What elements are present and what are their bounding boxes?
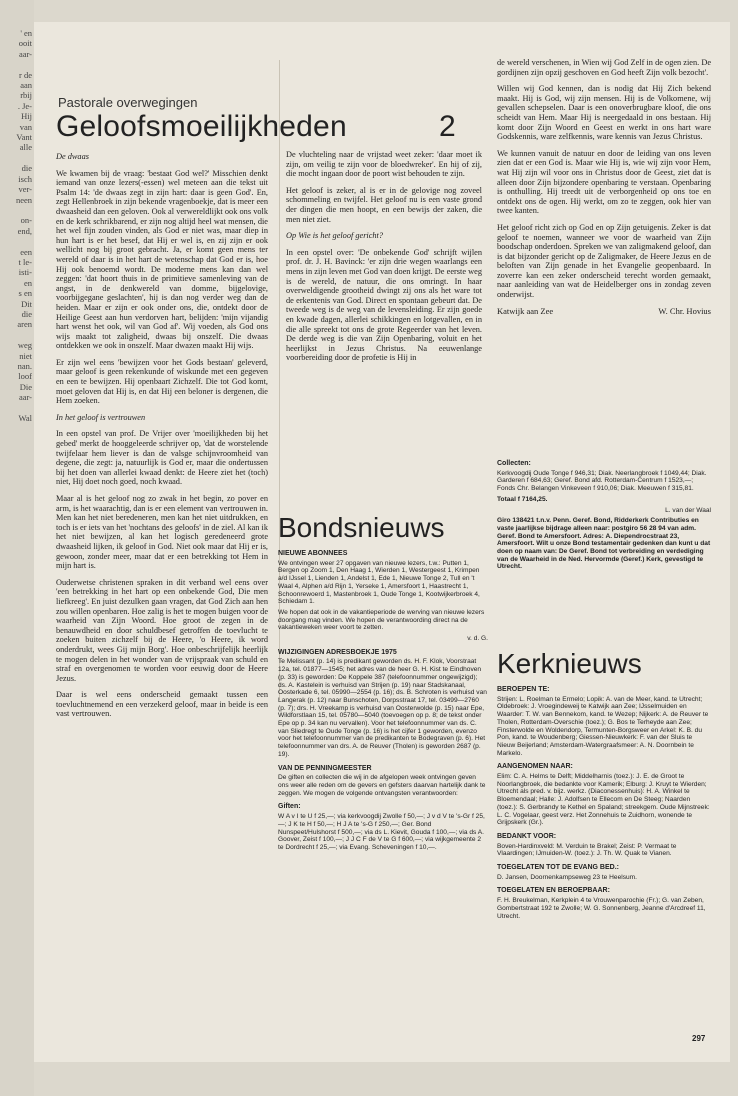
paragraph: Strijen: L. Roelman te Ermelo; Lopik: A. van de Meer, kand. te Utrecht; Oldebroek: J. Vroegindeweij te Katwijk aan Zee; IJsselmuiden en Waarder: T. W. van Bennekom, kand. te Wezep; Nijkerk: A. de Reuver te Tholen, Rotterdam-Overschie (toez.); G. Bos te Terheyde aan Zee; Finsterwolde en Woldendorp, Termunten-Borgsweer en Arkel: K. B. du Pon, kand. te Woudenberg; Giessen-Nieuwkerk: F. van der Sluis te Nieuw Beijerland; Amsterdam-Watergraafsmeer: A. N. Doornbein te Markelo. bbox=[497, 695, 709, 757]
paragraph: Maar al is het geloof nog zo zwak in het begin, zo pover en arm, is het waarachtig, dan is er een element van vertrouwen in. Men kan het niet beredeneren, men kan het niet uitdrukken, en toch is er iets van het 'nochtans des geloofs' in de ziel. Al kan ik het niet bewijzen, al kan het logisch geredeneerd grote dwaasheid lijken, ik geloof in God. Niet ook maar dat Hij er is, gewoon, zonder meer, maar dat er een betrekking tot Hem in mijn hart is. bbox=[56, 494, 268, 571]
paragraph: Giro 138421 t.n.v. Penn. Geref. Bond, Ridderkerk Contributies en vaste jaarlijkse bijdrage alleen naar: postgiro 56 28 94 van adm. Geref. Bond te Amersfoort. Adres: A. Diependrocstraat 23, Amersfoort. Wilt u onze Bond testamentair gedenken dan kunt u dat doen op naam van: De Geref. Bond tot verbreiding en verdediging van de Waarheid in de Ned. Hervormde (Geref.) Kerk, gevestigd te Utrecht. bbox=[497, 517, 711, 571]
section-heading: TOEGELATEN EN BEROEPBAAR: bbox=[497, 887, 610, 895]
strip-line: s en bbox=[18, 288, 32, 299]
paragraph: De vluchteling naar de vrijstad weet zeker: 'daar moet ik zijn, om veilig te zijn voor de bloedwreker'. En hij of zij, die mocht ingaan door de poort wist behouden te zijn. bbox=[286, 150, 482, 179]
strip-line: ver- bbox=[18, 184, 32, 195]
strip-line: een bbox=[20, 246, 32, 257]
initials: v. d. G. bbox=[467, 635, 488, 643]
article-column-2 bbox=[286, 150, 482, 370]
strip-line bbox=[0, 205, 34, 215]
strip-line: aren bbox=[17, 319, 32, 330]
article-column-1 bbox=[56, 146, 268, 726]
signature-place: Katwijk aan Zee bbox=[497, 305, 554, 316]
paragraph: In een opstel over: 'De onbekende God' schrijft wijlen prof. dr. J. H. Bavinck: 'er zijn drie wegen waarlangs een mens in zijn leven met God van doen krijgt. De eerste weg is de wereld, de natuur, die ons omringt. In haar overweldigende grootheid dwingt zij ons als het ware tot de erkentenis van God. Direct en spontaan gebeurt dat. De tweede weg is de weg van de levensleiding. Er zijn goede en kwade dagen, allerlei schikkingen en lotgevallen, en in die alle spreekt tot ons de grote Regeerder van het leven. De derde weg is die van Zijn Openbaring, voluit en het heerlijkst in Jezus Christus. Na eeuwenlange voorbereiding door de profetie is Hij in bbox=[286, 247, 482, 363]
article-part-number: 2 bbox=[439, 110, 456, 143]
section-title: Kerknieuws bbox=[497, 648, 642, 679]
strip-line bbox=[0, 403, 34, 413]
section-kicker: Pastorale overwegingen bbox=[58, 95, 198, 110]
section-heading: BEROEPEN TE: bbox=[497, 686, 550, 693]
strip-line: die bbox=[21, 308, 32, 319]
strip-line: weg bbox=[17, 340, 32, 351]
section-heading: WIJZIGINGEN ADRESBOEKJE 1975 bbox=[278, 648, 397, 656]
strip-line: on- bbox=[20, 215, 32, 226]
paragraph: Kerkvoogdij Oude Tonge f 946,31; Diak. Neerlangbroek f 1049,44; Diak. Garderen f 684,63; Geref. Bond afd. Rotterdam-Centrum f 1523,—; Fonds Chr. Belangen Vinkeveen f 910,06; Diak. Meeuwen f 315,81. bbox=[497, 469, 707, 493]
signature-name: W. Chr. Hovius bbox=[658, 305, 711, 316]
paragraph: Daar is wel eens onderscheid gemaakt tussen een toevluchtnemend en een verzekerd geloof, maar in beide is een vast vertrouwen. bbox=[56, 690, 268, 719]
strip-line: . Je- bbox=[17, 100, 32, 111]
paragraph: Het geloof richt zich op God en op Zijn getuigenis. Zeker is dat geloof te noemen, wanneer we voor de waarheid van Zijn boodschap onderdoen. Spreken we van zaligmakend geloof, dan is dat bijzonder gericht op de Zaligmaker, de Heere Jezus en de beloften van Zijn genade in het Evangelie geopenbaard. In zoverre kan een zeker onderscheid terecht worden gemaakt, naar aanleiding van wat de Heidelberger ons in zondag zeven onderwijst. bbox=[497, 222, 711, 300]
section-heading: Collecten: bbox=[497, 460, 531, 467]
page-number: 297 bbox=[692, 1034, 706, 1043]
section-heading: TOEGELATEN TOT DE EVANG BED.: bbox=[497, 864, 619, 872]
treasurer-signature: L. van der Waal bbox=[665, 506, 711, 514]
strip-line: van bbox=[19, 121, 32, 132]
strip-line: r de bbox=[19, 69, 32, 80]
section-title: Bondsnieuws bbox=[278, 512, 445, 543]
strip-line bbox=[0, 153, 34, 163]
collecten-block bbox=[497, 454, 711, 574]
paragraph: Willen wij God kennen, dan is nodig dat Hij Zich bekend maakt. Hij is God, wij zijn mensen. Hij is de Volkomene, wij gevallen schepselen. Daar is een onoverbrugbare kloof, die ons scheidt van Hem. Maar Hij is neergedaald in ons bestaan. Hij komt door Zijn Woord en Geest en werkt in ons hart ware Godskennis, ware zelfkennis, ware kennis van Jezus Christus. bbox=[497, 84, 711, 142]
paragraph: Elim: C. A. Helms te Delft; Middelharnis (toez.): J. E. de Groot te Noorlangbroek, die bedankte voor Kamerik; Elburg: J. Kruyt te Wierden; Utrecht als pred. v. bijz. werkz. (Diaconessenhuis): H. A. Winkel te Bloemendaal; Halle: J. Adolfsen te Ellecom en De Steeg; Naarden (toez.): S. Gerbrandy te Kethel en Spaland; streekgem. Oude Mijnstreek: L. C. Vogelaar, geest verz. Het Zonnehuis te Zuidhorn, wonende te Grijpskerk (Gr.). bbox=[497, 773, 710, 827]
section-heading: VAN DE PENNINGMEESTER bbox=[278, 764, 372, 772]
strip-line: aar- bbox=[18, 392, 32, 403]
strip-line: ooit bbox=[18, 38, 32, 49]
adjacent-page-strip bbox=[0, 0, 34, 1096]
strip-line: alle bbox=[19, 142, 32, 153]
paragraph: Boven-Hardinxveld: M. Verduin te Brakel; Zeist: P. Vermaat te Vlaardingen; IJmuiden-W. (toez.): J. Th. W. Quak te Vianen. bbox=[497, 842, 677, 858]
paragraph: Het geloof is zeker, al is er in de gelovige nog zoveel schommeling en twijfel. Het geloof nu is een vaste grond der dingen die men hoopt, en een bewijs der zaken, die men niet ziet. bbox=[286, 185, 482, 224]
magazine-page bbox=[34, 22, 730, 1062]
strip-line bbox=[0, 59, 34, 69]
section-heading: Giften: bbox=[278, 803, 301, 811]
strip-line: rbij bbox=[20, 90, 32, 101]
strip-line: Die bbox=[19, 381, 32, 392]
author-signature bbox=[497, 307, 711, 317]
bondsnieuws-section bbox=[278, 512, 488, 855]
strip-line: en bbox=[23, 277, 32, 288]
strip-line: aan bbox=[20, 80, 32, 91]
strip-line: Wal bbox=[18, 413, 32, 424]
paragraph: In een opstel van prof. De Vrijer over 'moeilijkheden bij het gebed' merkt de hooggeleerde schrijver op, 'dat de worstelende twijfelaar hem liever is dan de valsge schijnvroomheid van degene, die zegt: ja, natuurlijk is God er, maar die ondertussen bij het doen van allerlei kwaad denkt: de Heere ziet het (toch) niet, Hij doet noch goed, noch kwaad. bbox=[56, 429, 268, 487]
subheading: Op Wie is het geloof gericht? bbox=[286, 231, 384, 241]
subheading: In het geloof is vertrouwen bbox=[56, 412, 146, 422]
strip-line: loof bbox=[18, 371, 32, 382]
section-heading: NIEUWE ABONNEES bbox=[278, 550, 348, 557]
article-column-3 bbox=[497, 58, 711, 316]
strip-line: Dit bbox=[21, 298, 32, 309]
paragraph: W A v I te U f 25,—; via kerkvoogdij Zwolle f 50,—; J v d V te 's-Gr f 25,—; J K te H f 50,—; H J A te 's-G f 250,—; Ger. Bond Nunspeet/Hulshorst f 500,—; via ds L. Kievit, Gouda f 100,—; via ds A. Goover, Zeist f 100,—; J J C F de V te G f 600,—; via wijkgemeente 2 te Dordrecht f 25,—; via Evang. Scheveningen f 10,—. bbox=[278, 813, 485, 851]
strip-line: die bbox=[21, 163, 32, 174]
paragraph: Er zijn wel eens 'bewijzen voor het Gods bestaan' geleverd, maar geloof is geen rekenkunde of wiskunde met een gegeven en een te bewijzen. Hij openbaart Zichzelf. Die tot God komt, moet geloven dat Hij is, en dat Hij een beloner is dergenen, die Hem zoeken. bbox=[56, 357, 268, 406]
strip-line: Hij bbox=[21, 111, 32, 122]
strip-line: neen bbox=[15, 194, 32, 205]
section-heading: BEDANKT VOOR: bbox=[497, 832, 557, 840]
total: Totaal f 7164,25. bbox=[497, 495, 548, 503]
kerknieuws-section bbox=[497, 648, 711, 923]
paragraph: De giften en collecten die wij in de afgelopen week ontvingen geven ons weer alle reden om de gevers en gefsters daarvan hartelijk dank te zeggen. We mogen de volgende ontvangsten verantwoorden: bbox=[278, 774, 486, 797]
strip-line: isti- bbox=[18, 267, 32, 278]
strip-line: ' en bbox=[20, 28, 32, 38]
subheading: De dwaas bbox=[56, 152, 89, 161]
strip-line bbox=[0, 330, 34, 340]
paragraph: We ontvingen weer 27 opgaven van nieuwe lezers, t.w.: Putten 1, Bergen op Zoom 1, Den Haag 1, Wierden 1, Westergeest 1, Krimpen a/d IJssel 1, Lienden 1, Andelst 1, Ede 1, Nieuwe Tonge 2, Tull en 't Waal 4, Alphen a/d Rijn 1, Yerseke 1, Amersfoort 1, Haastrecht 1, Schoonrewoerd 1, Mastenbroek 1, Oude Tonge 1, Kootwijkerbroek 4, Schiedam 1. bbox=[278, 559, 480, 606]
strip-line: niet bbox=[19, 350, 32, 361]
paragraph: de wereld verschenen, in Wien wij God Zelf in de ogen zien. De gordijnen zijn opzij geschoven en God heeft Zijn volk bezocht'. bbox=[497, 58, 711, 77]
section-heading: AANGENOMEN NAAR: bbox=[497, 763, 573, 771]
paragraph: D. Jansen, Doornenkampseweg 23 te Heelsum. bbox=[497, 873, 638, 881]
paragraph: We kwamen bij de vraag: 'bestaat God wel?' Misschien denkt iemand van onze lezers(-essen) wel meteen aan die tekst uit Psalm 14: 'de dwaas zegt in zijn hart: daar is geen God'. En, zegt Hellenbroek in zijn bekende vragenboekje, dat is meer een dwaasheid dan een geloven. Ook al verwereldlijkt ook ons volk en de kerk schrikbarend, er zijn nog altijd heel wat mensen, die het wel fijn zouden vinden, als God er niet was, maar diep in hun hart is er het besef, dat Hij er wel is, en zij zijn er ook wellicht nog bij groot gebracht. Ja, er komt geen mens ter wereld of daar is in het hart de wetenschap dat God er is, hoe Hij ook benoemd wordt. De moderne mens kan dan wel zeggen: 'dat hoort thuis in de primitieve samenleving van de angst, in de denkwereld van domme, bijgelovige, voorbijgegane geslachten', hij is dan nog verder weg dan de heiden. Maar er zijn er ook onder ons, die, ontdekt door de Heilige Geest aan hun verdorven hart, belijden: 'mijn vijandig hart wenst het ook, wil van God af'. Wij voeden, als God ons wijs maakt tot zaligheid, dwaas bij onszelf. Die dwaas ontdekken we ook in onszelf. Maar dwazen maakt Hij wijs. bbox=[56, 168, 268, 351]
article-title: Geloofsmoeilijkheden bbox=[56, 110, 347, 143]
strip-line: aar- bbox=[18, 48, 32, 59]
paragraph: We hopen dat ook in de vakantieperiode de werving van nieuwe lezers doorgang mag vinden. We hopen de verantwoording direct na de vakantieweken weer voort te zetten. bbox=[278, 608, 485, 632]
paragraph: Ouderwetse christenen spraken in dit verband wel eens over 'een betrekking in het hart op een onbekende God, Die men liefkreeg'. En juist dezulken gaan vragen, dat God Zich aan hen zou willen openbaren. Hoe zalig is het te mogen buigen voor de waarheid van Zijn Woord. Hoe groot de zegen in de benauwdheid en door schuldbesef getroffen de toevlucht te zoeken buiten zichzelf bij de Heere, 'o Heere, ik word onderdrukt, wees Gij mijn Borg'. Hoe onbeschrijfelijk heerlijk te mogen delen in het wonder van de vrijspraak van schuld en straf en overgenomen te worden voor eeuwig door de Heere Jezus. bbox=[56, 577, 268, 683]
strip-line: t le- bbox=[18, 256, 32, 267]
strip-line bbox=[0, 236, 34, 246]
strip-line: nan. bbox=[17, 361, 32, 371]
paragraph: F. H. Breukelman, Kerkplein 4 te Vrouwenparochie (Fr.); G. van Zeben, Gombertstraat 192 te Zwolle; W. G. Sonnenberg, Jeanne d'Arcdreef 11, Utrecht. bbox=[497, 897, 706, 920]
paragraph: Te Melissant (p. 14) is predikant geworden ds. H. F. Klok, Voorstraat 12a, tel. 01877—1545; het adres van de heer G. H. Kist te Eindhoven (p. 33) is geworden: De Koppele 387 (telefoonnummer ongewijzigd); ds. A. Kastelein is verhuisd van Strijen (p. 19) naar Stadskanaal, Oosterkade 6, tel. 05990—2554 (p. 16); ds. B. Schroten is verhuisd van Langerak (p. 12) naar Bunschoten, Dorpsstraat 17, tel. 03499—2760 (p. 7); drs. H. Vreekamp is verhuisd van Oosterwolde (p. 15) naar Epe, Wildforstlaan 15, tel. 05780—5040 (toevoegen op p. 8; de tekst onder Epe op p. 34 kan nu vervallen). Voor het telefoonnummer van ds. C. van Sliedregt te Oude Tonge (p. 16) is het cijfer 1 geworden, evenzo voor het telefoonnummer van de predikanten te Bodegraven (p. 6). Het telefoonnummer van drs. A. de Reuver (Tholen) is geworden 2687 (p. 19). bbox=[278, 658, 487, 758]
strip-line: Vant bbox=[16, 132, 32, 143]
paragraph: We kunnen vanuit de natuur en door de leiding van ons leven zien dat er een God is. Maar wie Hij is, wie wij zijn voor Hem, wat Hij zijn wil voor ons in Christus door de Geest, ziet dat is alleen door Zijn bijzondere openbaring te verstaan. Openbaring is onthulling. Hij treedt uit de verborgenheid op ons toe en ontdekt ons de ogen. Hij werkt, om zo te zeggen, ook hier van twee kanten. bbox=[497, 148, 711, 216]
strip-line: end, bbox=[17, 225, 32, 236]
strip-line: isch bbox=[18, 173, 32, 184]
